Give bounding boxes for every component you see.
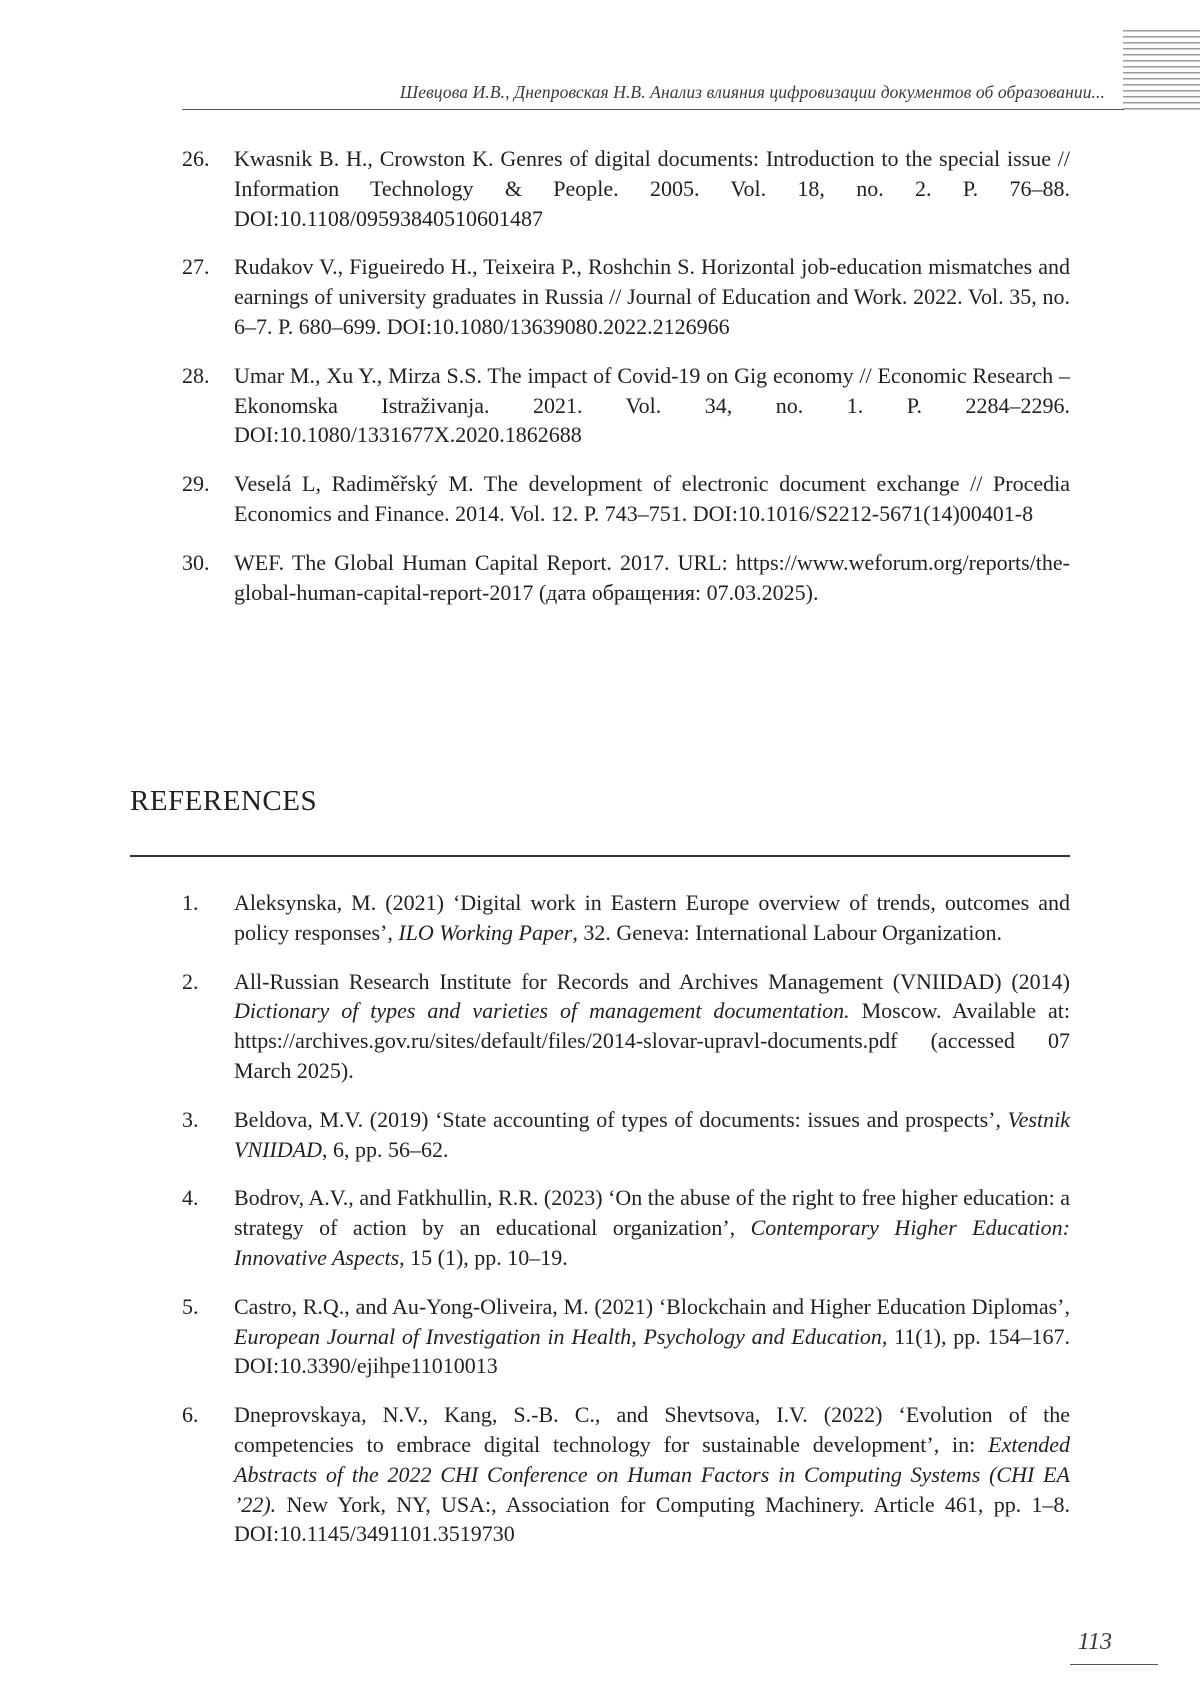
reference-text bbox=[234, 252, 1070, 341]
reference-item bbox=[182, 1105, 1070, 1165]
reference-text bbox=[234, 144, 1070, 233]
reference-number: 30. bbox=[182, 549, 210, 575]
reference-text-part: All-Russian Research Institute for Records and Archives Management (VNIIDAD) (2014) bbox=[234, 968, 1070, 994]
reference-text bbox=[234, 361, 1070, 450]
reference-text bbox=[234, 1183, 1070, 1272]
reference-text bbox=[234, 548, 1070, 608]
page-number: 113 bbox=[1077, 1629, 1112, 1655]
reference-text-part: Veselá L, Radiměřský M. The development of electronic document exchange // Procedia Economics and Finance. 2014. Vol. 12. P. 743–751. DOI:10.1016/S2212-5671(14)00401-8 bbox=[234, 471, 1070, 526]
reference-item bbox=[182, 252, 1070, 341]
reference-text-part: Rudakov V., Figueiredo H., Teixeira P., Roshchin S. Horizontal job-education mismatches and earnings of university graduates in Russia // Journal of Education and Work. 2022. Vol. 35, no. 6–7. P. 680–699. DOI:10.1080/13639080.2022.2126966 bbox=[234, 254, 1070, 339]
reference-text-part: Castro, R.Q., and Au-Yong-Oliveira, M. (2021) ‘Blockchain and Higher Education Diplomas’, bbox=[234, 1293, 1070, 1319]
reference-text-part: , 32. Geneva: International Labour Organization. bbox=[572, 919, 1002, 945]
reference-italic-title: Contemporary Higher Education: Innovative Aspects bbox=[234, 1215, 1070, 1270]
reference-item bbox=[182, 548, 1070, 608]
reference-item bbox=[182, 1292, 1070, 1381]
reference-text bbox=[234, 1292, 1070, 1381]
reference-item bbox=[182, 1183, 1070, 1272]
reference-item bbox=[182, 361, 1070, 450]
reference-number: 27. bbox=[182, 254, 210, 280]
running-header: Шевцова И.В., Днепровская Н.В. Анализ влияния цифровизации документов об образовании... bbox=[399, 82, 1105, 102]
reference-italic-title: Dictionary of types and varieties of management documentation. bbox=[234, 998, 850, 1024]
reference-text bbox=[234, 1105, 1070, 1165]
reference-text-part: Moscow. Available at: https://archives.gov.ru/sites/default/files/2014-slovar-upravl-documents.pdf (accessed 07 March 2025). bbox=[234, 998, 1070, 1083]
reference-text bbox=[234, 469, 1070, 529]
reference-number: 1. bbox=[182, 890, 199, 915]
reference-text bbox=[234, 967, 1070, 1086]
reference-item bbox=[182, 1400, 1070, 1549]
reference-number: 2. bbox=[182, 968, 199, 994]
header-stripe-decoration bbox=[1123, 30, 1200, 110]
reference-italic-title: ILO Working Paper bbox=[398, 919, 573, 945]
reference-number: 28. bbox=[182, 362, 210, 388]
reference-number: 6. bbox=[182, 1402, 199, 1428]
reference-text-part: 11(1), pp. 154–167. DOI:10.3390/ejihpe11010013 bbox=[234, 1323, 1070, 1379]
reference-text bbox=[234, 888, 1070, 948]
page-number-rule bbox=[1070, 1664, 1158, 1665]
reference-text-part: Kwasnik B. H., Crowston K. Genres of digital documents: Introduction to the special issue // Information Technology & People. 2005. Vol. 18, no. 2. P. 76–88. DOI:10.1108/09593840510601487 bbox=[234, 146, 1070, 231]
reference-number: 26. bbox=[182, 146, 210, 171]
reference-number: 29. bbox=[182, 471, 210, 497]
section-rule bbox=[130, 855, 1070, 857]
reference-italic-title: Extended Abstracts of the 2022 CHI Conference on Human Factors in Computing Systems (CHI EA ’22). bbox=[234, 1431, 1070, 1517]
reference-number: 4. bbox=[182, 1185, 199, 1211]
header-rule bbox=[182, 109, 1124, 110]
section-title: REFERENCES bbox=[130, 785, 318, 817]
reference-item bbox=[182, 469, 1070, 529]
reference-number: 3. bbox=[182, 1106, 199, 1132]
reference-list-english bbox=[182, 888, 1070, 1568]
reference-item bbox=[182, 144, 1070, 233]
reference-text-part: Bodrov, A.V., and Fatkhullin, R.R. (2023) ‘On the abuse of the right to free higher education: a strategy of action by an educational organization’, bbox=[234, 1185, 1070, 1241]
reference-italic-title: European Journal of Investigation in Health, Psychology and Education, bbox=[234, 1323, 888, 1349]
reference-text-part: New York, NY, USA:, Association for Computing Machinery. Article 461, pp. 1–8. DOI:10.1145/3491101.3519730 bbox=[234, 1491, 1070, 1547]
reference-text-part: Dneprovskaya, N.V., Kang, S.-B. C., and Shevtsova, I.V. (2022) ‘Evolution of the competencies to embrace digital technology for sustainable development’, in: bbox=[234, 1402, 1070, 1457]
reference-text-part: WEF. The Global Human Capital Report. 2017. URL: https://www.weforum.org/reports/the-global-human-capital-report-2017 (дата обращения: 07.03.2025). bbox=[234, 549, 1070, 605]
reference-text-part: , 15 (1), pp. 10–19. bbox=[399, 1244, 568, 1270]
reference-item bbox=[182, 888, 1070, 948]
reference-item bbox=[182, 967, 1070, 1086]
reference-text-part: Umar M., Xu Y., Mirza S.S. The impact of Covid-19 on Gig economy // Economic Research – Ekonomska Istraživanja. 2021. Vol. 34, no. 1. P. 2284–2296. DOI:10.1080/1331677X.2020.1862688 bbox=[234, 362, 1070, 448]
reference-text-part: Beldova, M.V. (2019) ‘State accounting of types of documents: issues and prospects’, bbox=[234, 1106, 1008, 1132]
reference-italic-title: Vestnik VNIIDAD bbox=[234, 1106, 1070, 1162]
reference-number: 5. bbox=[182, 1293, 199, 1319]
reference-text-part: Aleksynska, M. (2021) ‘Digital work in Eastern Europe overview of trends, outcomes and policy responses’, bbox=[234, 890, 1070, 945]
reference-text-part: , 6, pp. 56–62. bbox=[321, 1136, 449, 1162]
reference-text bbox=[234, 1400, 1070, 1549]
reference-list-russian bbox=[182, 144, 1070, 626]
